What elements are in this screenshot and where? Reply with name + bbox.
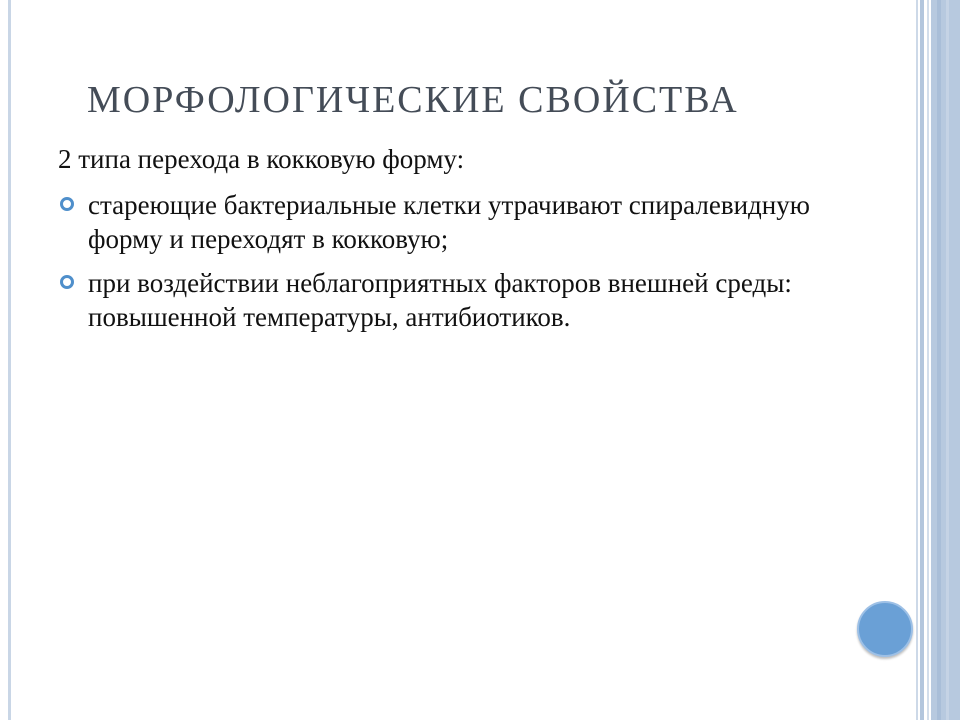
ring-bullet-icon [60,275,74,289]
bullet-item [58,188,838,256]
slide-body [58,142,838,344]
bullet-list [58,188,838,334]
right-decor-stripe [946,0,949,720]
bullet-item [58,266,838,334]
bullet-text: стареющие бактериальные клетки утрачивают спиралевидную форму и переходят в кокковую; [88,190,810,254]
right-decor-stripe [937,0,941,720]
bullet-text: при воздействии неблагоприятных факторов внешней среды: повышенной температуры, антибиотиков. [88,268,792,332]
right-decor-stripe [920,0,924,720]
right-decor-stripe [916,0,918,720]
intro-text: 2 типа перехода в кокковую форму: [58,144,465,174]
left-frame-line [8,0,11,720]
ring-bullet-icon [60,197,74,211]
right-decor-stripe [927,0,929,720]
slide-nav-circle-button[interactable] [857,601,913,657]
slide-title: МОРФОЛОГИЧЕСКИЕ СВОЙСТВА [87,79,739,121]
